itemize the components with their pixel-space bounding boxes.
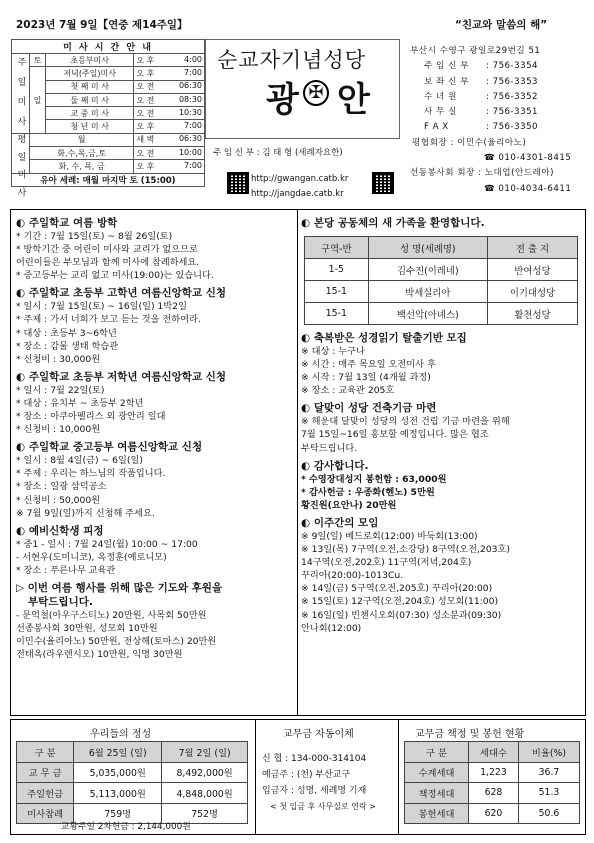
notice-line: * 대상 : 초등부 3~6학년 [16, 327, 117, 339]
left-column [16, 216, 296, 661]
missionary-president: 선동봉사회 회장 : 노대업(안드레아) [410, 168, 555, 179]
notice-line: 14구역(오전,202호) 11구역(저녁,204호) [301, 557, 472, 569]
table-row: 수계세대 1,223 36.7 [405, 762, 580, 783]
notice-title: 축복받은 성경읽기 탈출기반 모집 [313, 332, 467, 344]
schedule-time: 새 벽 06:30 [134, 133, 205, 146]
offering-table [16, 741, 248, 824]
notice-line: ※ 7월 9일(일)까지 신청해 주세요. [16, 507, 155, 519]
transfer-line: 입금자 : 성명, 세례명 기재 [262, 786, 367, 796]
schedule-sun: 일 [30, 67, 46, 133]
qr-code-icon [227, 172, 249, 194]
phone-line: F A X : 756-3350 [424, 122, 539, 133]
notice-bible [301, 331, 583, 397]
notice-line: 황진원(요안나) 20만원 [301, 499, 397, 511]
notice-line: * 중1 - 일시 : 7월 24일(월) 10:00 ~ 17:00 [16, 538, 198, 550]
contact-info [410, 44, 571, 197]
notice-line: - 문억철(아우구스티노) 20만원, 사목회 50만원 [16, 609, 207, 621]
notice-line: 안나회(12:00) [301, 622, 362, 634]
transfer-line: 신 협 : 134-000-314104 [262, 754, 367, 764]
column-divider [297, 210, 298, 715]
notice-line: - 서현우(도미니코), 옥정훈(예로니모) [16, 551, 167, 563]
notice-line: 부탁드립니다. [301, 442, 358, 454]
notice-line: * 수영장대성지 봉헌함 : 63,000원 [301, 473, 447, 485]
notice-line: * 일시 : 8월 4일(금) ~ 6일(일) [16, 455, 143, 467]
website-1[interactable]: http://gwangan.catb.kr [251, 174, 349, 184]
table-row: 책정세대 628 51.3 [405, 783, 580, 804]
schedule-time: 오 전 10:30 [134, 107, 205, 120]
missionary-phone: ☎ 010-4034-6411 [484, 183, 572, 194]
notice-seminary-retreat [16, 524, 296, 577]
schedule-time: 오 전 06:30 [134, 80, 205, 93]
notice-line: ※ 9일(일) 베드로회(12:00) 바둑회(13:00) [301, 530, 478, 542]
schedule-row: 청 년 미 사 [46, 120, 134, 133]
schedule-row: 월 [30, 133, 134, 146]
schedule-time: 오 후 7:00 [134, 120, 205, 133]
schedule-row: 초등부미사 [46, 54, 134, 67]
notice-title: 주일학교 초등부 저학년 여름신앙학교 신청 [28, 370, 227, 383]
pastor-name: 주 임 신 부 : 김 태 형 (세례자요한) [213, 148, 343, 158]
table-header: 7월 2일 (일) [162, 742, 248, 763]
header-motto: “친교와 말씀의 해” [455, 19, 548, 31]
bullet-icon: ◐ [301, 402, 314, 415]
table-row: 봉헌세대 620 50.6 [405, 803, 580, 824]
bullet-icon: ◐ [16, 441, 29, 454]
bullet-icon: ◐ [301, 217, 314, 229]
table-header: 구역-반 [305, 237, 369, 259]
bullet-icon: ◐ [301, 332, 314, 344]
schedule-weekday-label: 평 일 미 사 [12, 133, 30, 173]
schedule-sat: 토 [30, 54, 46, 67]
newfamily-table [304, 236, 578, 325]
notice-line: * 일시 : 7월 22일(토) [16, 384, 105, 396]
table-row: 교 무 금 5,035,000원 8,492,000원 [17, 762, 248, 783]
triangle-icon: ▷ [16, 581, 28, 594]
table-header: 구 분 [17, 742, 74, 763]
notice-line: * 장소 : 감물 생태 학습관 [16, 340, 119, 352]
bullet-icon: ◐ [301, 459, 314, 472]
notice-youth-camp [16, 440, 296, 519]
footer-divider [255, 720, 256, 834]
notice-line: * 방학기간 중 어린이 미사와 교리가 없으므로 [16, 244, 198, 256]
table-header: 성 명(세례명) [368, 237, 487, 259]
notice-line: * 중고등부는 교리 없고 미사(19:00)는 있습니다. [16, 270, 214, 282]
church-name-right: 안 [337, 80, 370, 120]
notice-line: ※ 시작 : 7월 13일 (4개월 과정) [301, 372, 431, 384]
notice-line: * 대상 : 유치부 ~ 초등부 2학년 [16, 397, 144, 409]
schedule-time: 오 전 10:00 [134, 147, 205, 160]
transfer-note: < 첫 입금 후 사무실로 연락 > [270, 802, 376, 811]
church-name-left: 광 [266, 80, 299, 120]
offering-title: 우리들의 정성 [90, 729, 152, 740]
schedule-row: 둘 째 미 사 [46, 93, 134, 106]
mass-schedule [11, 39, 205, 200]
papal-offering-note: 교황주일 2차헌금 : 2,144,000원 [61, 822, 191, 832]
newfamily-title: ◐ 본당 공동체의 새 가족을 환영합니다. [301, 217, 485, 229]
table-header: 전 출 지 [487, 237, 577, 259]
cross-emblem-icon: ✠ [303, 80, 329, 106]
header-date: 2023년 7월 9일【연중 제14주일】 [16, 19, 188, 31]
notice-line: ※ 15일(토) 12구역(오전,204호) 성모회(11:00) [301, 596, 499, 608]
notice-line: ※ 대상 : 누구나 [301, 346, 365, 357]
notice-vacation [16, 216, 296, 282]
schedule-row: 화, 수, 목, 금 [30, 160, 134, 173]
table-row: 1-5 김수진(이레네) 반여성당 [305, 259, 578, 281]
table-header: 6월 25일 (일) [74, 742, 162, 763]
bullet-icon: ◐ [16, 217, 29, 229]
table-row: 15-1 박세실리아 이기대성당 [305, 281, 578, 303]
notice-title: 예비신학생 피정 [28, 524, 104, 537]
church-address: 부산시 수영구 광일로29번길 51 [410, 46, 541, 56]
council-phone: ☎ 010-4301-8415 [484, 153, 572, 164]
schedule-time: 오 후 7:00 [134, 67, 205, 80]
notice-line: * 주제 : 우리는 하느님의 작품입니다. [16, 468, 166, 480]
schedule-row: 저녁(주일)미사 [46, 67, 134, 80]
notice-line: ※ 14일(금) 5구역(오전,205호) 꾸리아(20:00) [301, 583, 493, 595]
notice-thanks [301, 459, 583, 512]
notice-upper-camp [16, 286, 296, 365]
notice-line: * 감사헌금 : 우종화(헨노) 5만원 [301, 486, 435, 498]
council-president: 평협회장 : 이민수(율리아노) [412, 137, 527, 148]
notice-line: ※ 장소 : 교육관 205호 [301, 385, 395, 397]
stats-table [404, 741, 580, 824]
transfer-title: 교무금 자동이체 [283, 729, 354, 740]
schedule-time: 오 전 08:30 [134, 93, 205, 106]
bullet-icon: ◐ [16, 524, 29, 537]
notice-line: ※ 16일(일) 빈첸시오회(07:30) 성소분과(09:30) [301, 609, 502, 621]
bullet-icon: ◐ [301, 516, 314, 529]
notice-line: * 장소 : 아쿠아펠리스 외 광안리 일대 [16, 411, 166, 423]
notice-line: * 일시 : 7월 15일(토) ~ 16일(일) 1박2일 [16, 301, 187, 313]
phone-line: 보 좌 신 부 : 756-3353 [424, 76, 539, 87]
right-column [301, 216, 583, 635]
phone-line: 사 무 실 : 756-3351 [424, 107, 539, 118]
phone-line: 수 녀 원 : 756-3352 [424, 91, 539, 102]
notice-line: * 주제 : 가서 너희가 보고 듣는 것을 전하여라. [16, 314, 201, 326]
qr-code-icon [372, 172, 394, 194]
notice-title: 이번 여름 행사를 위해 많은 기도와 후원을 [27, 581, 223, 594]
notice-line: 7월 15일~16일 홍보할 예정입니다. 많은 협조 [301, 429, 489, 441]
notice-title: 주일학교 여름 방학 [28, 217, 118, 229]
church-subtitle: 순교자기념성당 [217, 48, 367, 72]
schedule-sunday-label: 주 일 미 사 [12, 54, 30, 134]
schedule-row: 교 중 미 사 [46, 107, 134, 120]
notice-line: 선종봉사회 30만원, 성모회 10만원 [16, 623, 158, 635]
table-row: 주일헌금 5,113,000원 4,848,000원 [17, 783, 248, 804]
notice-line: * 신청비 : 50,000원 [16, 494, 101, 506]
notice-line: ※ 시간 : 매주 목요일 오전미사 후 [301, 359, 436, 371]
notice-line: ※ 해운대 달맞이 성당의 성전 건립 기금 마련을 위해 [301, 416, 510, 428]
notice-title: 이주간의 모임 [313, 516, 379, 529]
table-header: 세대수 [468, 742, 518, 763]
notice-line: 꾸리아(20:00)-1013Cu. [301, 570, 404, 582]
phone-line: 주 임 신 부 : 756-3354 [424, 61, 539, 72]
bullet-icon: ◐ [16, 287, 29, 300]
notice-line: * 장소 : 일광 삼덕공소 [16, 481, 107, 493]
transfer-info [262, 751, 376, 815]
footer-divider [398, 720, 399, 834]
notice-title: 달맞이 성당 건축기금 마련 [313, 402, 437, 415]
table-header: 비율(%) [518, 742, 579, 763]
notice-title: 감사합니다. [313, 459, 369, 472]
transfer-line: 예금주 : (천) 부산교구 [262, 770, 351, 780]
schedule-time: 오 후 4:00 [134, 54, 205, 67]
notice-lower-camp [16, 370, 296, 436]
notice-line: 전태옥(라우렌시오) 10만원, 익명 30만원 [16, 649, 183, 661]
notice-line: * 신청비 : 10,000원 [16, 424, 101, 436]
notice-title-cont: 부탁드립니다. [28, 595, 93, 608]
notice-donations [16, 581, 296, 661]
notice-line: 이민수(율리아노) 50만원, 전상해(토마스) 20만원 [16, 636, 217, 648]
notice-line: * 장소 : 푸른나무 교육관 [16, 564, 116, 576]
notice-line: * 기간 : 7월 15일(토) ~ 8월 26일(토) [16, 231, 173, 242]
table-row: 15-1 백선악(아녜스) 활천성당 [305, 303, 578, 325]
table-header: 구 분 [405, 742, 469, 763]
website-2[interactable]: http://jangdae.catb.kr [251, 189, 344, 199]
schedule-title: 미 사 시 간 안 내 [12, 40, 205, 54]
notice-line: ※ 13일(목) 7구역(오전,소강당) 8구역(오전,203호) [301, 544, 510, 556]
schedule-time: 오 후 7:00 [134, 160, 205, 173]
stats-title: 교무금 책정 및 봉헌 현황 [415, 729, 525, 740]
notice-title: 주일학교 초등부 고학년 여름신앙학교 신청 [28, 287, 227, 300]
infant-baptism: 유아 세례: 매월 마지막 토 (15:00) [12, 173, 205, 186]
notice-meetings [301, 516, 583, 635]
notice-line: 어린이들은 부모님과 함께 미사에 참례하세요. [16, 257, 200, 269]
notice-title: 주일학교 중고등부 여름신앙학교 신청 [28, 441, 203, 454]
notice-line: * 신청비 : 30,000원 [16, 353, 101, 365]
schedule-row: 첫 째 미 사 [46, 80, 134, 93]
bullet-icon: ◐ [16, 370, 29, 383]
notice-building [301, 401, 583, 454]
table-row: 미사참례 759명 752명 [17, 803, 248, 824]
schedule-row: 화,수,목,금,토 [30, 147, 134, 160]
